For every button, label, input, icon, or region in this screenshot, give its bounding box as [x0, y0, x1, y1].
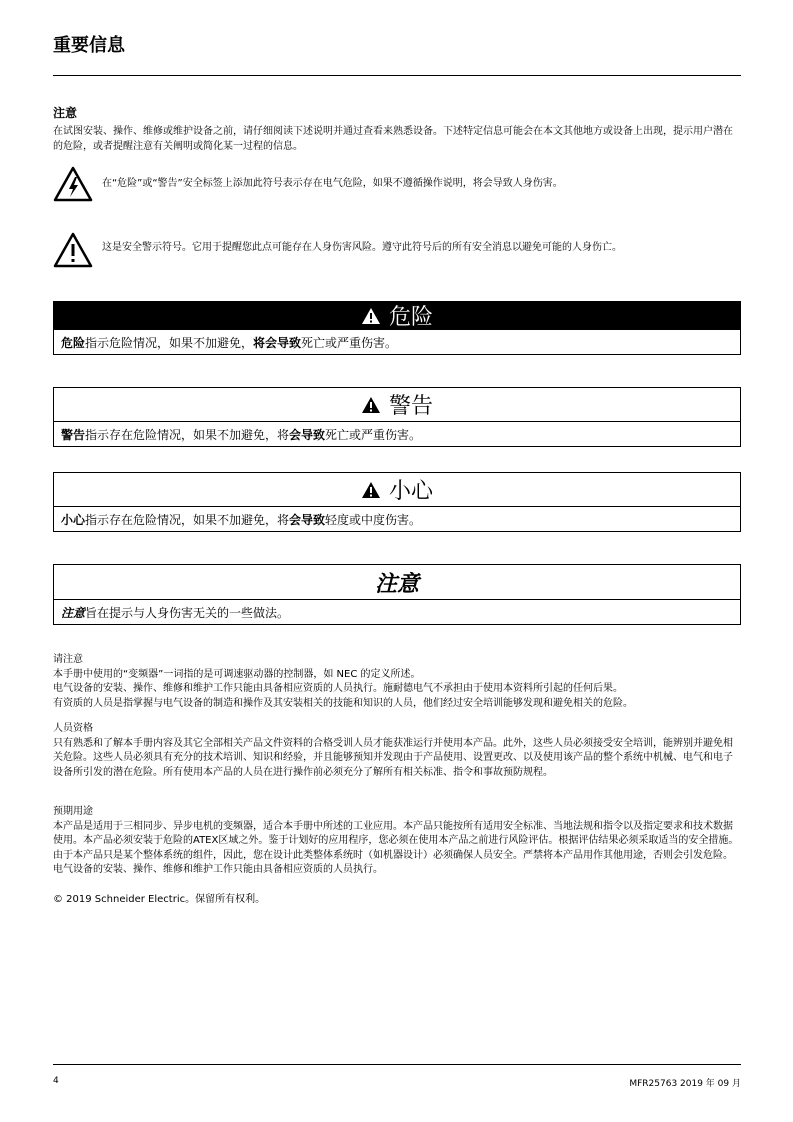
notice-term: 注意: [61, 605, 86, 620]
danger-term: 危险: [61, 335, 86, 350]
caution-header: [54, 473, 740, 507]
electrical-hazard-text: 在“危险”或“警告”安全标签上添加此符号表示存在电气危险，如果不遵循操作说明，将会导致人身伤害。: [102, 178, 563, 189]
personnel-heading: 人员资格: [53, 723, 93, 734]
page-title: 重要信息: [53, 35, 125, 56]
notice-header: [54, 565, 740, 600]
danger-text-emph: 将会导致: [253, 335, 302, 350]
notice-title: 注意: [374, 571, 419, 597]
copyright: © 2019 Schneider Electric。保留所有权利。: [53, 894, 266, 905]
caution-text-post: 轻度或中度伤害。: [325, 512, 422, 527]
caution-box: [53, 472, 741, 532]
please-note-line: 有资质的人员是指掌握与电气设备的制造和操作及其安装相关的技能和知识的人员，他们经过安全培训能够发现和避免相关的危险。: [53, 697, 633, 709]
safety-alert-text: 这是安全警示符号。它用于提醒您此点可能存在人身伤害风险。遵守此符号后的所有安全消息以避免可能的人身伤亡。: [102, 242, 622, 253]
warning-triangle-icon: [361, 307, 381, 325]
danger-box: [53, 301, 741, 355]
danger-text-post: 死亡或严重伤害。: [301, 335, 398, 350]
notice-heading: 注意: [53, 106, 78, 120]
notice-box: [53, 564, 741, 625]
document-id: MFR25763 2019 年 09 月: [629, 1079, 741, 1089]
warning-term: 警告: [61, 427, 86, 442]
please-note-section: [53, 653, 741, 711]
danger-header: [54, 302, 740, 330]
notice-text-post: 旨在提示与人身伤害无关的一些做法。: [85, 605, 290, 620]
warning-triangle-icon: [361, 396, 381, 414]
notice-box-body: [54, 600, 740, 624]
title-divider: [53, 75, 741, 76]
warning-text-post: 死亡或严重伤害。: [325, 427, 422, 442]
electrical-hazard-icon: [53, 166, 93, 202]
caution-text-pre: 指示存在危险情况，如果不加避免，将: [85, 512, 290, 527]
caution-body: [54, 507, 740, 531]
caution-title: 小心: [388, 479, 433, 504]
intended-use-body: 本产品是适用于三相同步、异步电机的变频器，适合本手册中所述的工业应用。本产品只能按所有适用安全标准、当地法规和指令以及指定要求和技术数据使用。本产品必须安装于危险的ATEX区域之外。鉴于计划好的应用程序，您必须在使用本产品之前进行风险评估。根据评估结果必须采取适当的安全措施。由于本产品只是某个整体系统的组件，因此，您在设计此类整体系统时（如机器设计）必须确保人员安全。严禁将本产品用作其他用途，否则会引发危险。电气设备的安装、操作、维修和维护工作只能由具备相应资质的人员执行。: [53, 820, 739, 875]
warning-text-pre: 指示存在危险情况，如果不加避免，将: [85, 427, 290, 442]
intended-use-section: [53, 805, 741, 878]
caution-text-emph: 会导致: [289, 512, 326, 527]
please-note-line: 本手册中使用的“变频器”一词指的是可调速驱动器的控制器，如 NEC 的定义所述。: [53, 668, 421, 680]
please-note-heading: 请注意: [53, 654, 83, 665]
warning-text-emph: 会导致: [289, 427, 326, 442]
page-number: 4: [53, 1076, 59, 1086]
danger-title: 危险: [388, 305, 433, 330]
notice-body: 在试图安装、操作、维修或维护设备之前，请仔细阅读下述说明并通过查看来熟悉设备。下述特定信息可能会在本文其他地方或设备上出现，提示用户潜在的危险，或者提醒注意有关阐明或简化某一过程的信息。: [53, 126, 733, 152]
intended-use-heading: 预期用途: [53, 806, 93, 817]
warning-triangle-icon: [361, 481, 381, 499]
please-note-line: 电气设备的安装、操作、维修和维护工作只能由具备相应资质的人员执行。施耐德电气不承担由于使用本资料所引起的任何后果。: [53, 683, 623, 694]
personnel-section: [53, 722, 741, 780]
warning-body: [54, 422, 740, 446]
danger-body: [54, 330, 740, 354]
caution-term: 小心: [61, 512, 86, 527]
safety-alert-icon: [53, 232, 93, 268]
warning-title: 警告: [388, 394, 433, 419]
personnel-body: 只有熟悉和了解本手册内容及其它全部相关产品文件资料的合格受训人员才能获准运行并使用本产品。此外，这些人员必须接受安全培训，能辨别并避免相关危险。这些人员必须具有充分的技术培训、知识和经验，并且能够预知并发现由于产品使用、设置更改、以及使用该产品的整个系统中机械、电气和电子设备所引发的潜在危险。所有使用本产品的人员在进行操作前必须充分了解所有相关标准、指令和事故预防规程。: [53, 737, 733, 778]
footer-divider: [53, 1064, 741, 1065]
danger-text-pre: 指示危险情况，如果不加避免，: [85, 335, 254, 350]
warning-box: [53, 387, 741, 447]
warning-header: [54, 388, 740, 422]
